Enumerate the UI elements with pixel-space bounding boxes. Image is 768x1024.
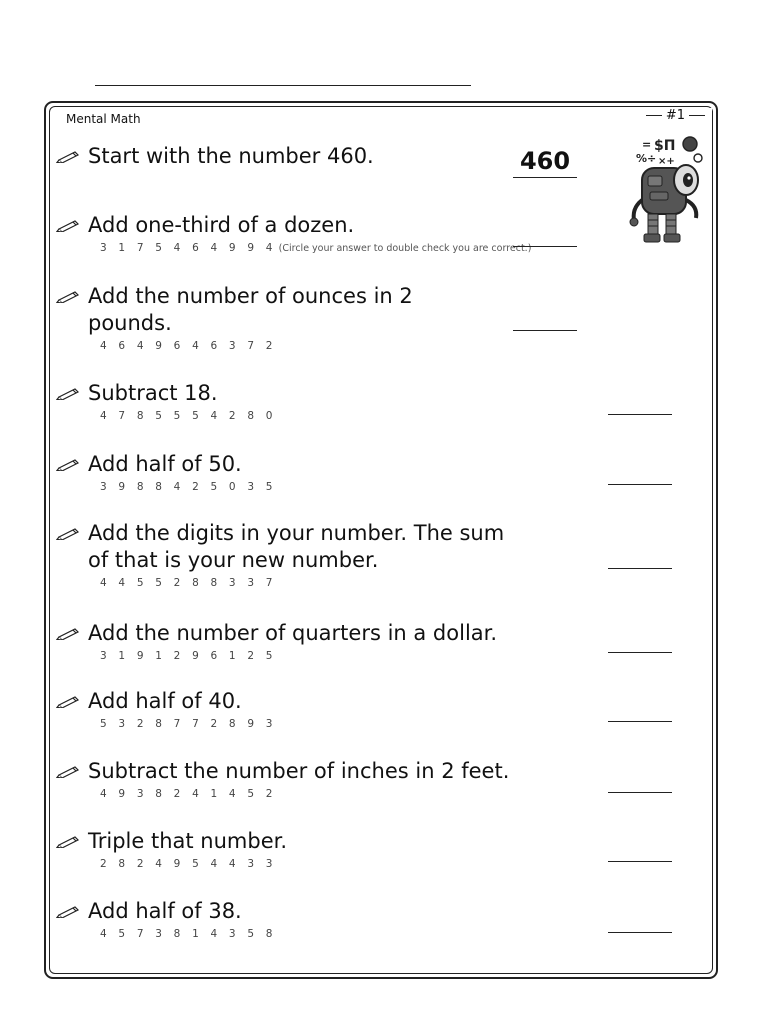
answer-line[interactable] xyxy=(608,414,672,415)
problem-5 xyxy=(56,451,516,493)
problem-7 xyxy=(56,620,576,662)
svg-text:×+: ×+ xyxy=(658,156,675,167)
problem-8 xyxy=(56,688,516,730)
pencil-icon xyxy=(56,626,82,640)
answer-line[interactable] xyxy=(608,484,672,485)
answer-line[interactable] xyxy=(608,932,672,933)
svg-text:%÷: %÷ xyxy=(636,152,657,165)
problem-10 xyxy=(56,828,516,870)
answer-line[interactable] xyxy=(608,792,672,793)
problem-4 xyxy=(56,380,516,422)
problem-prompt: Add half of 38. xyxy=(88,899,242,923)
pencil-icon xyxy=(56,764,82,778)
pencil-icon xyxy=(56,218,82,232)
check-digits: 3 1 7 5 4 6 4 9 9 4 (Circle your answer to double check you are correct.) xyxy=(100,242,532,254)
answer-line[interactable] xyxy=(513,246,577,247)
check-digits: 3 1 9 1 2 9 6 1 2 5 xyxy=(100,650,277,662)
pencil-icon xyxy=(56,289,82,303)
check-digits: 3 9 8 8 4 2 5 0 3 5 xyxy=(100,481,277,493)
svg-text:=: = xyxy=(642,138,652,151)
answer-line[interactable] xyxy=(608,652,672,653)
check-digits: 4 6 4 9 6 4 6 3 7 2 xyxy=(100,340,277,352)
problem-prompt: Add half of 40. xyxy=(88,689,242,713)
problem-prompt: Add the digits in your number. The sum of that is your new number. xyxy=(88,521,505,572)
pencil-icon xyxy=(56,526,82,540)
answer-value: 460 xyxy=(519,147,571,175)
check-digits: 4 9 3 8 2 4 1 4 5 2 xyxy=(100,788,277,800)
robot-mascot-icon xyxy=(628,132,708,250)
pencil-icon xyxy=(56,904,82,918)
problem-6 xyxy=(56,520,526,589)
answer-line[interactable] xyxy=(513,177,577,178)
sheet-number: #1 xyxy=(639,108,712,123)
pencil-icon xyxy=(56,834,82,848)
problem-prompt: Add half of 50. xyxy=(88,452,242,476)
answer-line[interactable] xyxy=(608,861,672,862)
problem-prompt: Subtract 18. xyxy=(88,381,218,405)
check-digits: 4 4 5 5 2 8 8 3 3 7 xyxy=(100,577,277,589)
pencil-icon xyxy=(56,457,82,471)
problem-2 xyxy=(56,212,576,254)
problem-1 xyxy=(56,143,516,170)
problem-prompt: Triple that number. xyxy=(88,829,287,853)
answer-line[interactable] xyxy=(608,568,672,569)
problem-prompt: Add the number of ounces in 2 pounds. xyxy=(88,284,413,335)
problem-prompt: Add one-third of a dozen. xyxy=(88,213,355,237)
problem-9 xyxy=(56,758,576,800)
problem-prompt: Subtract the number of inches in 2 feet. xyxy=(88,759,510,783)
pencil-icon xyxy=(56,149,82,163)
answer-line[interactable] xyxy=(513,330,577,331)
answer-line[interactable] xyxy=(608,721,672,722)
svg-text:$Π: $Π xyxy=(654,138,676,154)
pencil-icon xyxy=(56,386,82,400)
check-digits: 4 7 8 5 5 5 4 2 8 0 xyxy=(100,410,277,422)
problem-prompt: Add the number of quarters in a dollar. xyxy=(88,621,498,645)
check-note: (Circle your answer to double check you are correct.) xyxy=(278,243,532,254)
name-write-line[interactable] xyxy=(95,85,471,86)
problem-11 xyxy=(56,898,516,940)
worksheet-title: Mental Math xyxy=(66,112,141,126)
problem-prompt: Start with the number 460. xyxy=(88,144,374,168)
check-digits: 4 5 7 3 8 1 4 3 5 8 xyxy=(100,928,277,940)
check-digits: 2 8 2 4 9 5 4 4 3 3 xyxy=(100,858,277,870)
check-digits: 5 3 2 8 7 7 2 8 9 3 xyxy=(100,718,277,730)
pencil-icon xyxy=(56,694,82,708)
problem-3 xyxy=(56,283,456,352)
